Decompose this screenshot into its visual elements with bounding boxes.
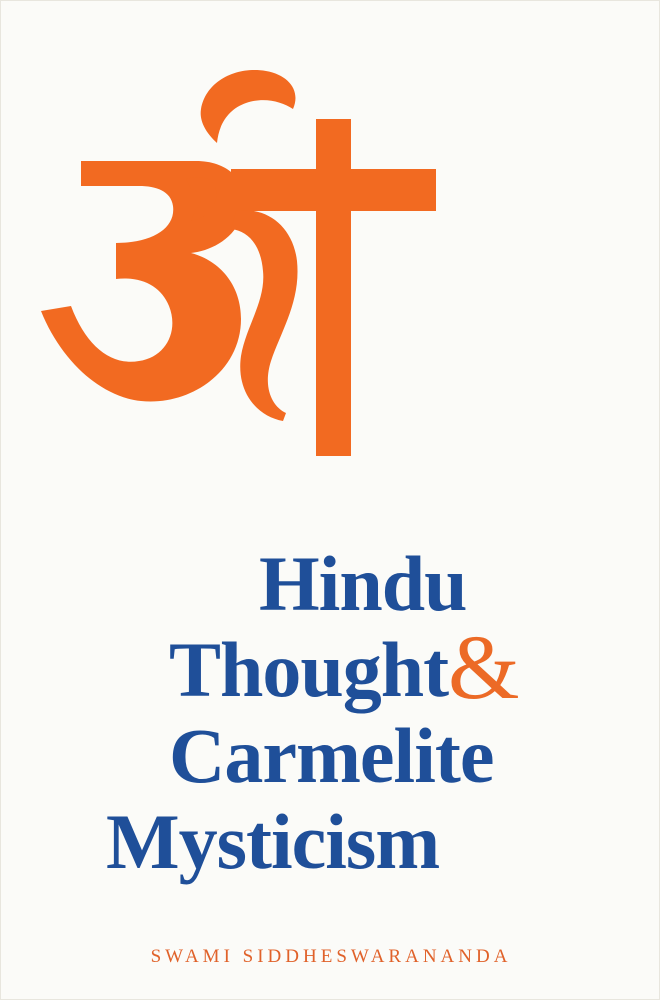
- author-name: SWAMI SIDDHESWARANANDA: [150, 946, 512, 967]
- om-symbol-icon: [31, 61, 461, 481]
- title-line-4: Mysticism: [106, 798, 440, 885]
- title-ampersand: &: [448, 616, 520, 718]
- title-line-2: Thought: [169, 626, 449, 713]
- title-line-1: Hindu: [259, 540, 467, 627]
- title-line-3: Carmelite: [169, 712, 494, 799]
